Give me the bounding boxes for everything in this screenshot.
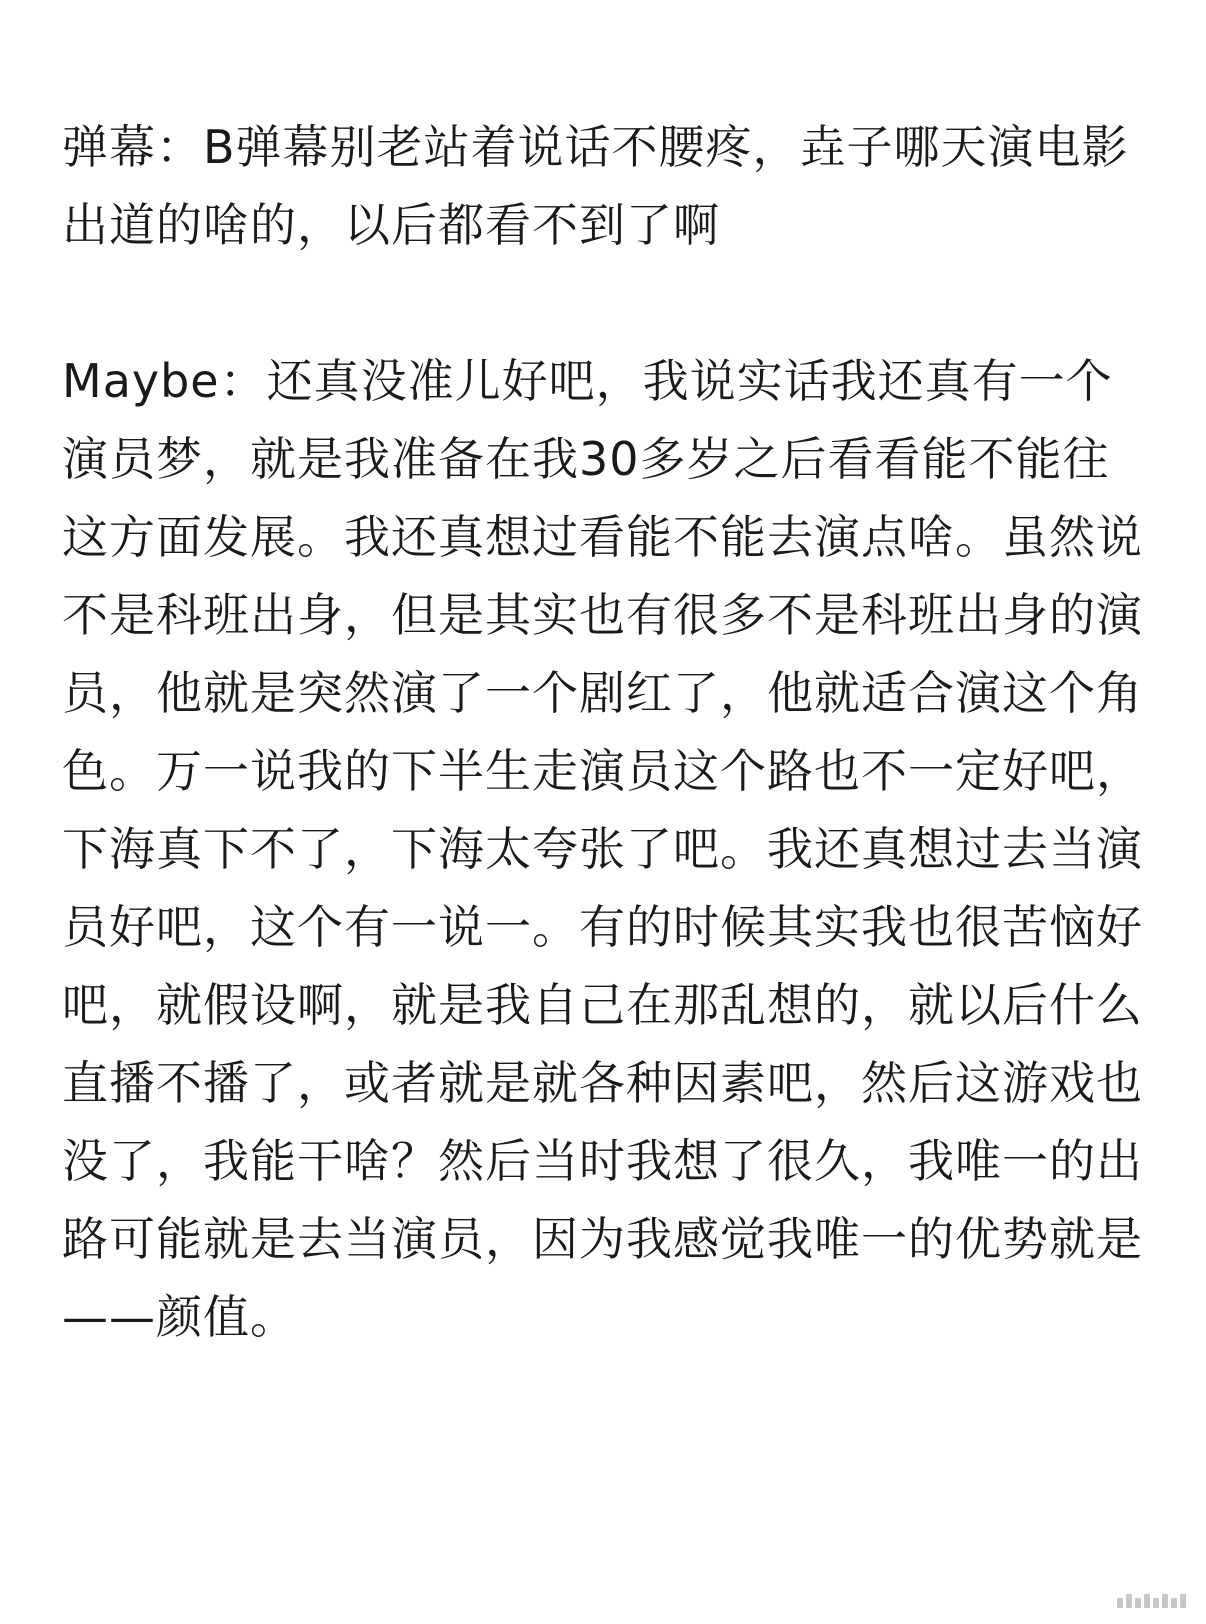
danmaku-paragraph: 弹幕：B弹幕别老站着说话不腰疼，垚子哪天演电影出道的啥的，以后都看不到了啊: [62, 120, 1129, 252]
paragraph-spacer: [62, 264, 1152, 342]
watermark-icon: [1117, 1594, 1186, 1608]
maybe-paragraph: Maybe：还真没准儿好吧，我说实话我还真有一个演员梦，就是我准备在我30多岁之后看看能不能往这方面发展。我还真想过看能不能去演点啥。虽然说不是科班出身，但是其实也有很多不是科班出身的演员，他就是突然演了一个剧红了，他就适合演这个角色。万一说我的下半生走演员这个路也不一定好吧，下海真下不了，下海太夸张了吧。我还真想过去当演员好吧，这个有一说一。有的时候其实我也很苦恼好吧，就假设啊，就是我自己在那乱想的，就以后什么直播不播了，或者就是就各种因素吧，然后这游戏也没了，我能干啥？然后当时我想了很久，我唯一的出路可能就是去当演员，因为我感觉我唯一的优势就是——颜值。: [62, 354, 1143, 1344]
post-body: [62, 108, 1152, 1356]
